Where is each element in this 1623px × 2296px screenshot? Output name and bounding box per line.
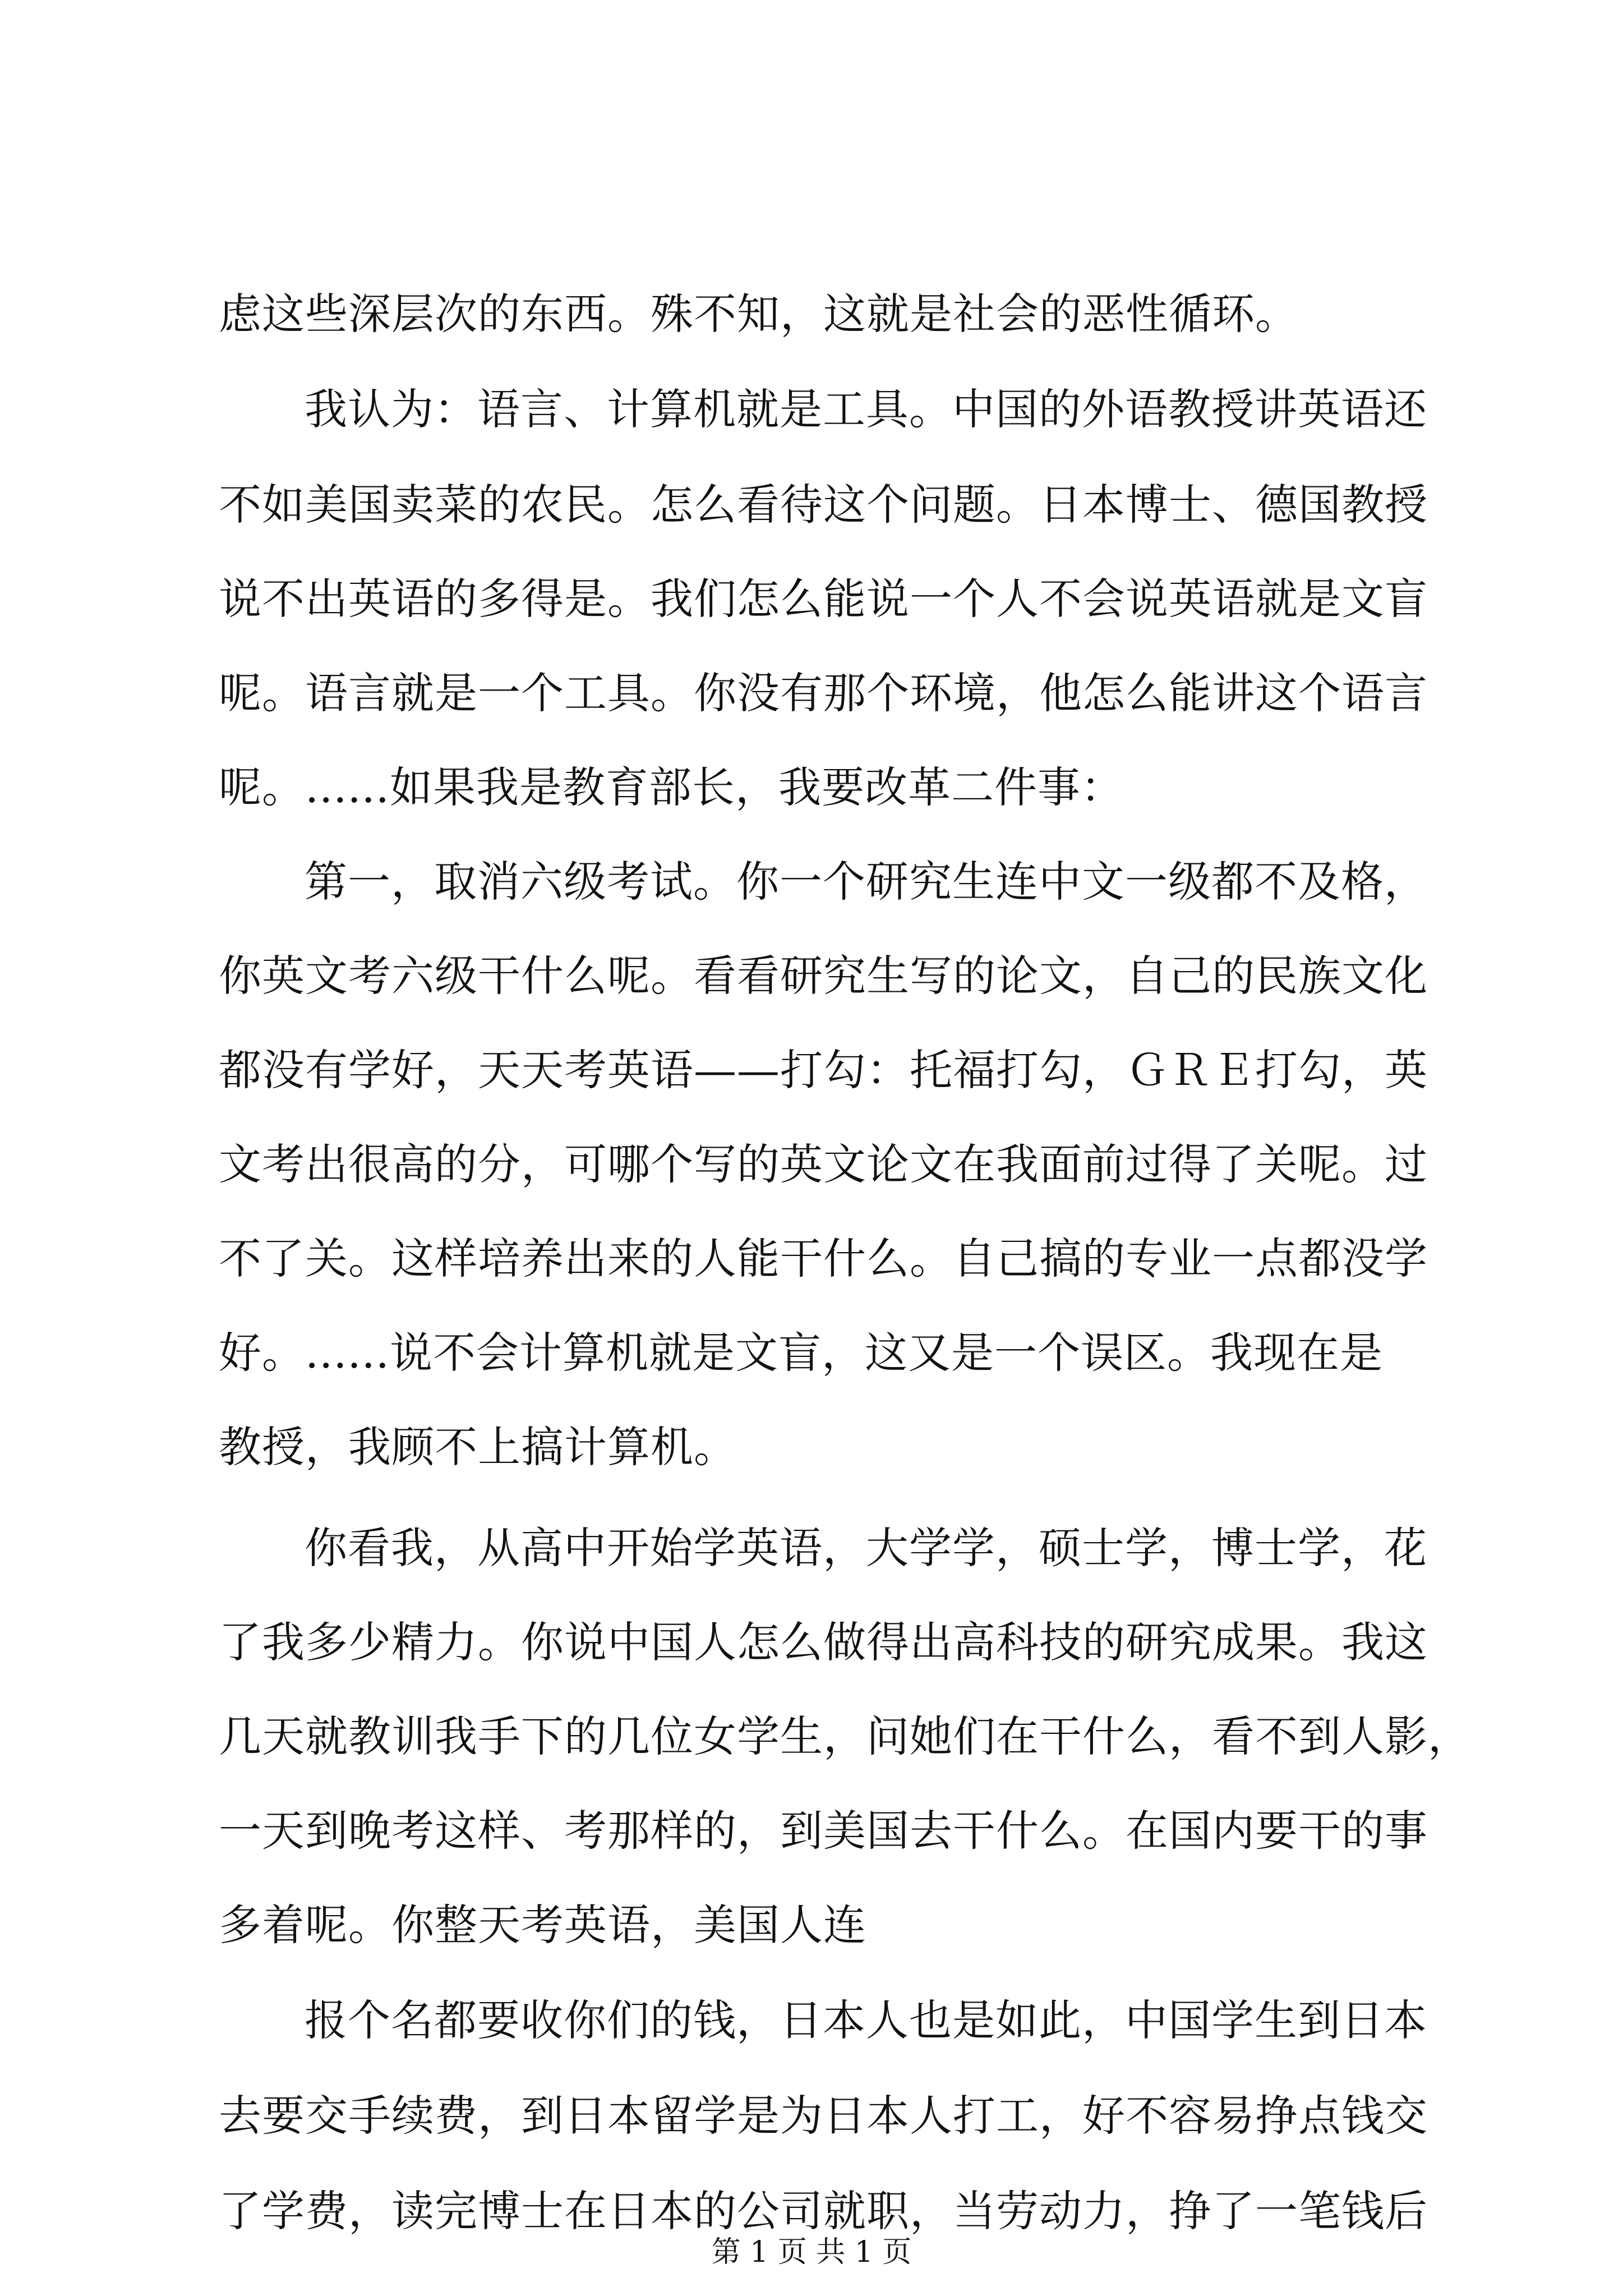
text-line: 一天到晚考这样、考那样的，到美国去干什么。在国内要干的事 xyxy=(219,1806,1428,1856)
text-line: 都没有学好，天天考英语——打勾：托福打勾，ＧＲＥ打勾，英 xyxy=(219,1045,1428,1095)
text-line: 几天就教训我手下的几位女学生，问她们在干什么，看不到人影， xyxy=(219,1711,1471,1761)
text-line: 报个名都要收你们的钱，日本人也是如此，中国学生到日本 xyxy=(305,1995,1427,2045)
text-line: 说不出英语的多得是。我们怎么能说一个人不会说英语就是文盲 xyxy=(219,574,1428,624)
text-line: 不如美国卖菜的农民。怎么看待这个问题。日本博士、德国教授 xyxy=(219,480,1428,530)
text-line: 我认为：语言、计算机就是工具。中国的外语教授讲英语还 xyxy=(305,384,1427,434)
page-footer: 第 1 页 共 1 页 xyxy=(711,2235,912,2269)
text-line: 呢。语言就是一个工具。你没有那个环境，他怎么能讲这个语言 xyxy=(219,668,1428,718)
text-line: 文考出很高的分，可哪个写的英文论文在我面前过得了关呢。过 xyxy=(219,1139,1428,1189)
text-line: 了我多少精力。你说中国人怎么做得出高科技的研究成果。我这 xyxy=(219,1617,1428,1667)
text-line: 你看我，从高中开始学英语，大学学，硕士学，博士学，花 xyxy=(305,1523,1427,1573)
text-line: 去要交手续费，到日本留学是为日本人打工，好不容易挣点钱交 xyxy=(219,2091,1428,2141)
text-line: 了学费，读完博士在日本的公司就职，当劳动力，挣了一笔钱后 xyxy=(219,2186,1428,2236)
text-line: 虑这些深层次的东西。殊不知，这就是社会的恶性循环。 xyxy=(219,289,1298,339)
text-line: 呢。......如果我是教育部长，我要改革二件事： xyxy=(219,762,1124,812)
text-line: 教授，我顾不上搞计算机。 xyxy=(219,1422,737,1472)
text-line: 第一，取消六级考试。你一个研究生连中文一级都不及格， xyxy=(305,857,1427,907)
text-line: 好。......说不会计算机就是文盲，这又是一个误区。我现在是 xyxy=(219,1328,1383,1378)
text-line: 不了关。这样培养出来的人能干什么。自己搞的专业一点都没学 xyxy=(219,1234,1428,1283)
text-line: 多着呢。你整天考英语，美国人连 xyxy=(219,1900,866,1950)
text-line: 你英文考六级干什么呢。看看研究生写的论文，自己的民族文化 xyxy=(219,951,1428,1001)
